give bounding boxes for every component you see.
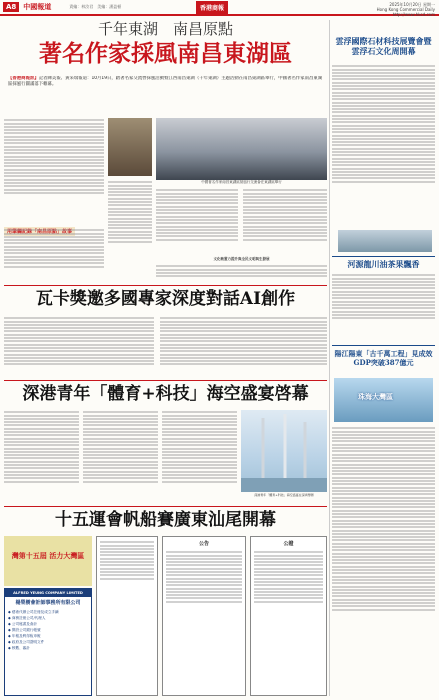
lead-intro-text: 記者陳美報、黃采瑞報道：10月19日，踏著名家交流營採風活動暨江西南昌東湖（千年東湖）主題活動在南昌東湖區舉行，中國著名作家南昌東湖區採風行圓滿落下帷幕。 — [8, 76, 323, 87]
accounting-ad-zh: 楊榮樹會計師事務所有限公司 — [15, 600, 81, 606]
service-item: ◆ 核數、審計 — [8, 646, 30, 650]
notice-box-1 — [96, 536, 158, 696]
sidebar-graphic-caption: 珠海大灣區 — [358, 393, 393, 401]
service-item: ◆ 開設公司銀行帳號 — [8, 628, 41, 632]
ai-headline: 瓦卡獎邀多國專家深度對話AI創作 — [35, 289, 296, 309]
sidebar-story-1 — [332, 36, 435, 56]
page-number: A8 — [3, 2, 19, 12]
lead-body-col1 — [4, 118, 104, 218]
shenzhen-headline: 深港青年「體育+科技」海空盛宴啓幕 — [22, 384, 309, 404]
service-item: ◆ 商務註冊公司/代理人 — [8, 616, 46, 620]
notice-box-3 — [250, 536, 327, 696]
lead-headline: 著名作家採風南昌東湖區 — [39, 40, 292, 67]
notice-1-text — [97, 537, 157, 584]
dateline — [377, 2, 435, 17]
editor-credits: 責編：林汝君 美編：潘盈頓 — [69, 4, 122, 9]
lead-body-col2 — [108, 180, 152, 280]
lead-intro-tag: 【香港商報訊】 — [8, 76, 39, 81]
notice-2-text — [163, 547, 245, 607]
sz-body-col1 — [4, 410, 79, 502]
sidebar-photo-1 — [338, 230, 432, 252]
sail-headline: 十五運會帆船賽廣東汕尾開幕 — [55, 510, 276, 530]
sidebar-story-3 — [332, 349, 435, 367]
kite-illustration — [241, 410, 327, 492]
divider-ai — [4, 285, 327, 286]
sz-body-col3 — [162, 410, 237, 502]
divider-sail — [4, 506, 327, 507]
lead-subcaption: 文化軟實力提升與全民文明與生發展 — [213, 257, 270, 261]
group-photo — [156, 118, 327, 180]
sidebar-divider-2 — [332, 345, 435, 346]
paper-name: Hong Kong Commercial Daily — [376, 7, 435, 12]
small-photo — [108, 118, 152, 176]
sidebar-divider-1 — [332, 256, 435, 257]
section-title: 中國報道 — [23, 3, 52, 11]
lead-body-col4 — [243, 188, 327, 256]
sz-body-col2 — [83, 410, 158, 502]
sidebar-story2-body — [332, 273, 435, 343]
kite-photo-caption: 深港青年「體育+科技」海空盛宴在深圳舉辦 — [254, 493, 314, 497]
service-item: ◆ 藝術代辦公司註冊及成立手續 — [8, 610, 59, 614]
notice-title: 公告 — [198, 541, 209, 547]
lead-subhead: 千年東湖 南昌原點 — [97, 20, 233, 38]
sidebar-graphic — [334, 378, 433, 422]
kite-photo — [241, 410, 327, 492]
divider-shenzhen — [4, 380, 327, 381]
sidebar-story-2 — [332, 259, 435, 269]
sidebar-story1-body — [332, 64, 435, 244]
notice-3-text — [251, 547, 326, 607]
sidebar-story1-headline: 雲浮國際石材科技展覽會暨雲浮石文化周開幕 — [335, 36, 432, 56]
dabay-banner-title: 灣第十五屆 活力大灣區 — [11, 552, 85, 560]
service-item: ◆ 公司秘書及會計 — [8, 622, 38, 626]
paper-url: http://www.hkcd.com — [392, 12, 435, 17]
notice-box-2 — [162, 536, 246, 696]
accounting-ad-en: ALFRED YEUNG COMPANY LIMITED — [5, 589, 91, 597]
sidebar-story3-headline: 陽江陽東「古千萬工程」見成效 GDP突破387億元 — [334, 349, 433, 367]
sidebar-story3-body — [332, 426, 435, 694]
lead-body-col3 — [156, 188, 238, 256]
sidebar-story2-headline: 河源龍川油茶果飄香 — [347, 259, 420, 269]
column-divider — [329, 20, 330, 696]
service-item: ◆ 年報及利得稅申報 — [8, 634, 41, 638]
group-photo-caption: 中國著名作家南昌東湖區採風行交流會在東湖區舉行 — [201, 180, 282, 184]
ai-body-col1 — [4, 316, 154, 378]
lead-box-head: 用筆觸記錄「南昌原點」故事 — [4, 227, 75, 236]
dabay-banner — [4, 536, 92, 586]
lead-body-col1b — [4, 228, 104, 280]
accounting-ad — [4, 588, 92, 696]
notice-label: 公證 — [283, 541, 294, 547]
lead-body-col5 — [156, 264, 327, 282]
date: 2025年10月20日 星期一 — [389, 2, 435, 7]
service-item: ◆ 政府及公司證明文件 — [8, 640, 45, 644]
services-list — [5, 608, 91, 652]
lead-intro — [4, 76, 327, 114]
paper-logo: 香港商報 — [196, 1, 228, 14]
ai-body-col2 — [160, 316, 327, 378]
lead-story — [4, 20, 327, 114]
